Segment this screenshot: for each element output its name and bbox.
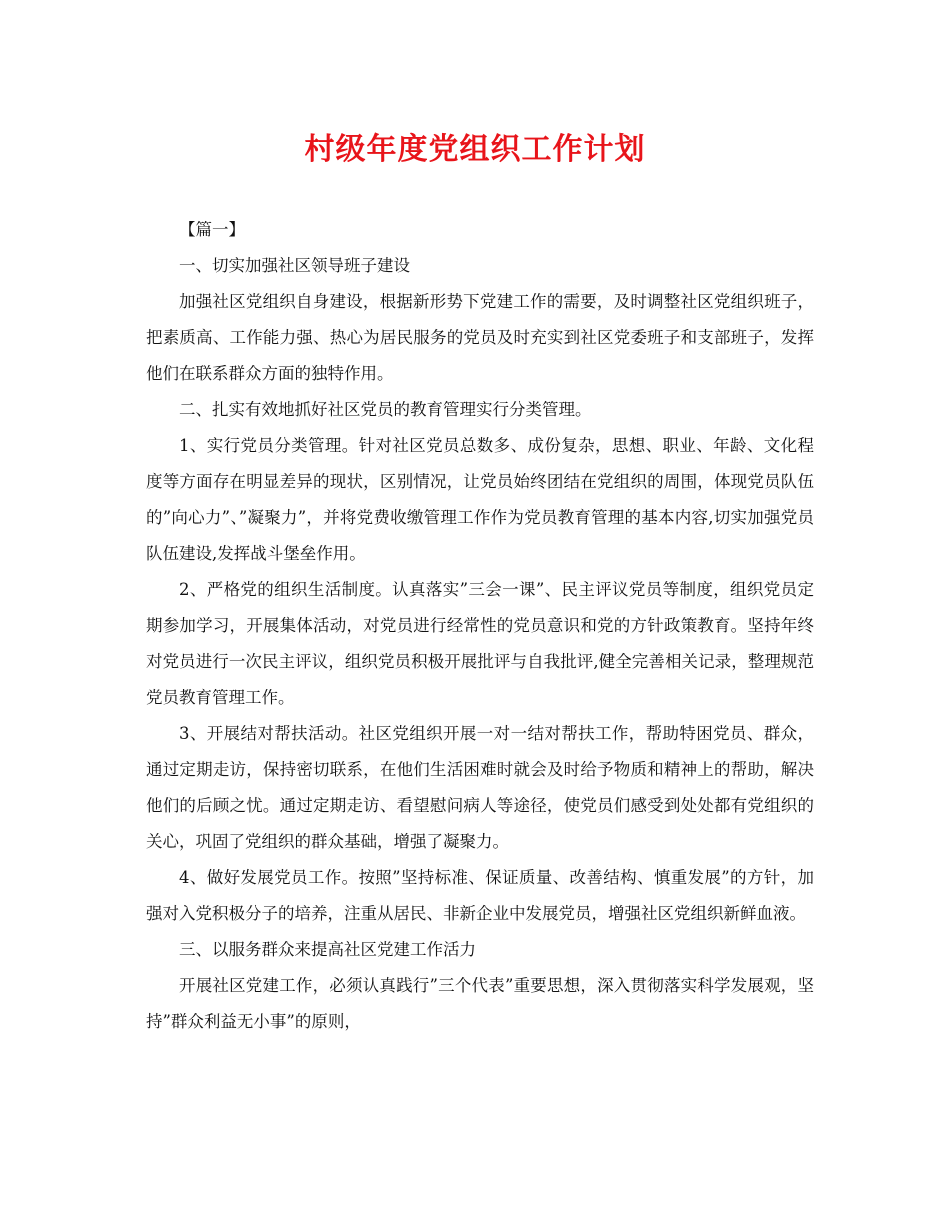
body-paragraph: 加强社区党组织自身建设，根据新形势下党建工作的需要，及时调整社区党组织班子，把素质高、工作能力强、热心为居民服务的党员及时充实到社区党委班子和支部班子，发挥他们在联系群众方面的独特作用。 xyxy=(146,292,814,383)
section-heading-3: 三、以服务群众来提高社区党建工作活力 xyxy=(179,940,476,959)
section-label: 【篇一】 xyxy=(179,220,245,239)
body-paragraph: 1、实行党员分类管理。针对社区党员总数多、成份复杂，思想、职业、年龄、文化程度等方面存在明显差异的现状，区别情况，让党员始终团结在党组织的周围，体现党员队伍的”向心力”、”凝聚力”，并将党费收缴管理工作作为党员教育管理的基本内容,切实加强党员队伍建设,发挥战斗堡垒作用。 xyxy=(146,436,814,563)
section-heading-1: 一、切实加强社区领导班子建设 xyxy=(179,256,410,275)
document-body xyxy=(146,212,814,1040)
body-paragraph: 4、做好发展党员工作。按照”坚持标准、保证质量、改善结构、慎重发展”的方针，加强对入党积极分子的培养，注重从居民、非新企业中发展党员，增强社区党组织新鲜血液。 xyxy=(146,868,814,923)
document-title: 村级年度党组织工作计划 xyxy=(304,132,646,167)
body-paragraph: 开展社区党建工作，必须认真践行”三个代表”重要思想，深入贯彻落实科学发展观，坚持”群众利益无小事”的原则， xyxy=(146,976,814,1031)
body-paragraph: 2、严格党的组织生活制度。认真落实”三会一课”、民主评议党员等制度，组织党员定期参加学习，开展集体活动，对党员进行经常性的党员意识和党的方针政策教育。坚持年终对党员进行一次民主评议，组织党员积极开展批评与自我批评,健全完善相关记录，整理规范党员教育管理工作。 xyxy=(146,580,814,707)
section-heading-2: 二、扎实有效地抓好社区党员的教育管理实行分类管理。 xyxy=(179,400,592,419)
body-paragraph: 3、开展结对帮扶活动。社区党组织开展一对一结对帮扶工作，帮助特困党员、群众，通过定期走访，保持密切联系，在他们生活困难时就会及时给予物质和精神上的帮助，解决他们的后顾之忧。通过定期走访、看望慰问病人等途径，使党员们感受到处处都有党组织的关心，巩固了党组织的群众基础，增强了凝聚力。 xyxy=(146,724,814,851)
